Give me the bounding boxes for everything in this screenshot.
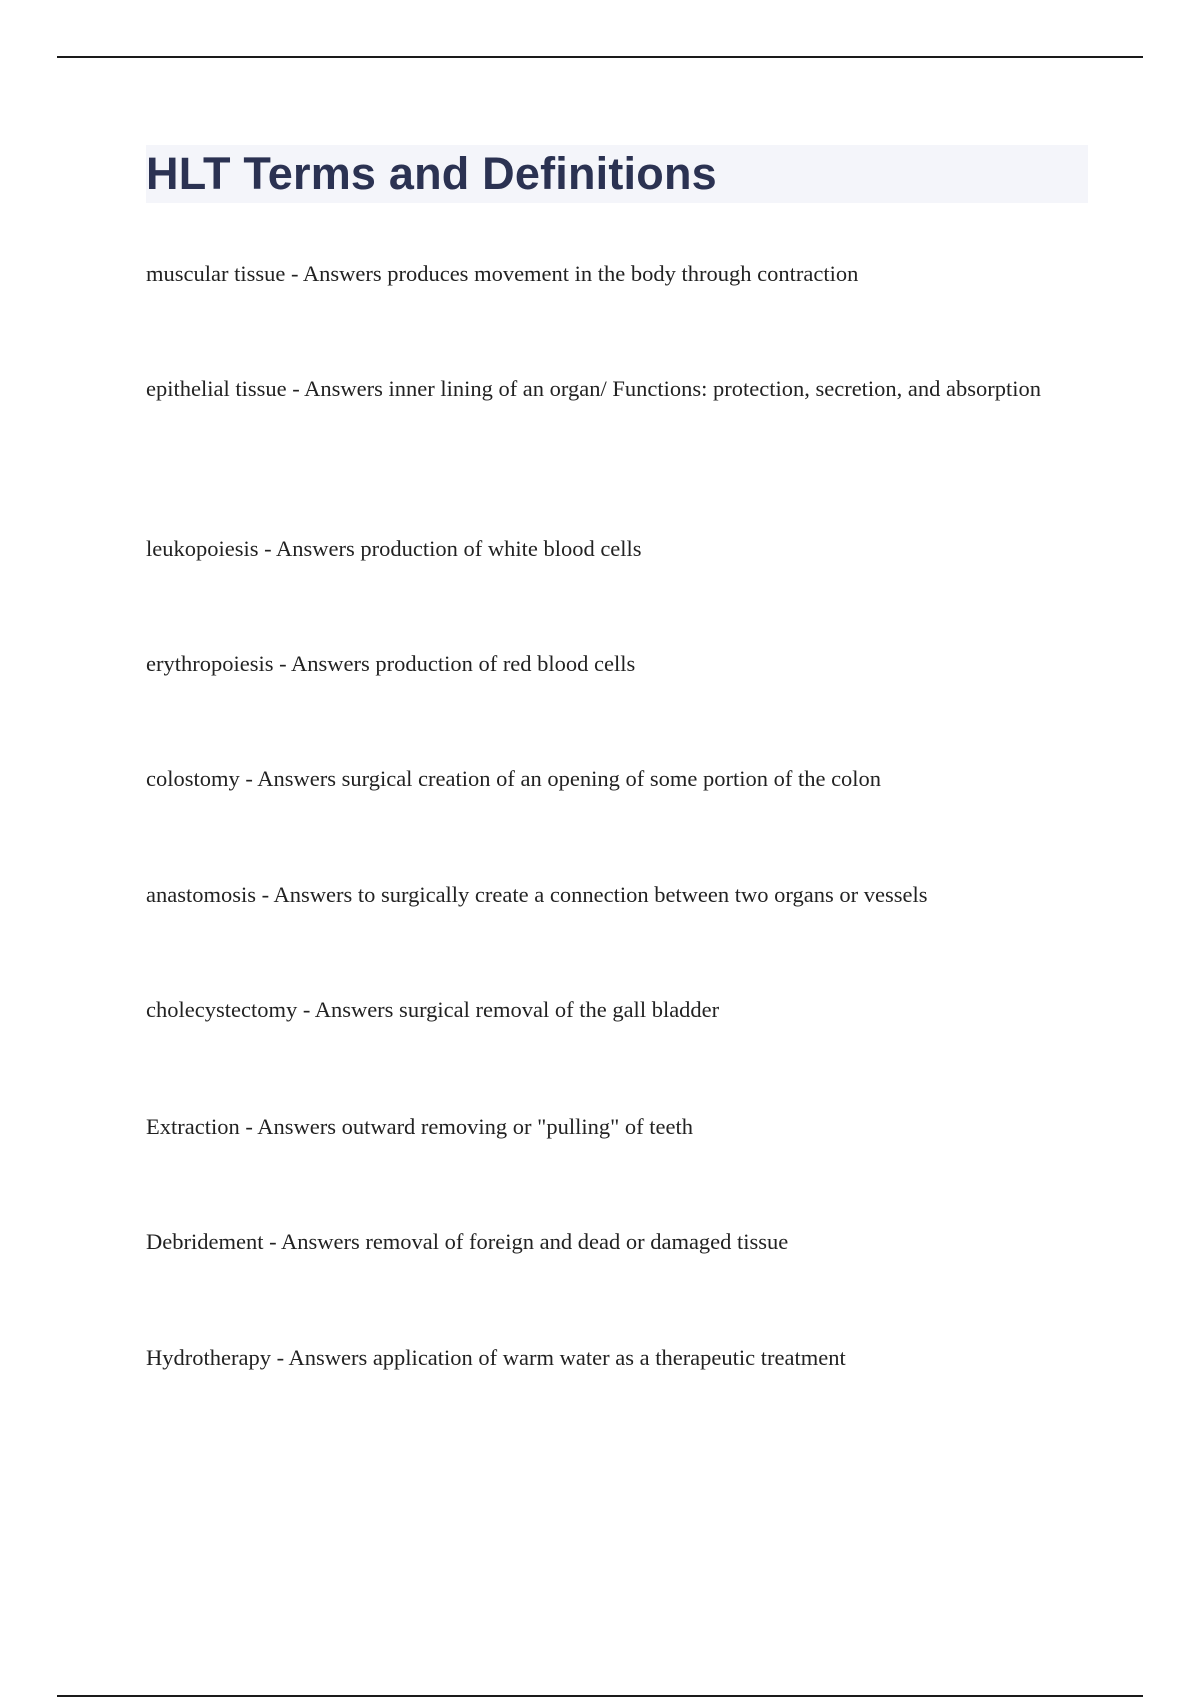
definition-entry	[146, 367, 1088, 410]
definition-entry	[146, 757, 1088, 800]
definition-entry	[146, 1105, 1088, 1148]
entry-text: cholecystectomy - Answers surgical removal of the gall bladder	[146, 997, 720, 1022]
definition-entry	[146, 1220, 1088, 1263]
entry-text: leukopoiesis - Answers production of white blood cells	[146, 536, 642, 561]
entry-text: colostomy - Answers surgical creation of an opening of some portion of the colon	[146, 766, 882, 791]
definition-entry	[146, 252, 1088, 295]
entry-text: erythropoiesis - Answers production of red blood cells	[146, 651, 636, 676]
definition-entry	[146, 873, 1088, 916]
entry-text: muscular tissue - Answers produces movement in the body through contraction	[146, 261, 859, 286]
definition-entry	[146, 642, 1088, 685]
title-banner	[146, 145, 1088, 203]
entry-text: Hydrotherapy - Answers application of warm water as a therapeutic treatment	[146, 1345, 846, 1370]
entry-text: anastomosis - Answers to surgically create a connection between two organs or vessels	[146, 882, 928, 907]
definition-entry	[146, 527, 1088, 570]
page-title: HLT Terms and Definitions	[146, 148, 717, 199]
top-rule	[57, 56, 1143, 58]
definition-entry	[146, 988, 1088, 1031]
definition-entry	[146, 1336, 1088, 1379]
entry-text: Extraction - Answers outward removing or "pulling" of teeth	[146, 1114, 693, 1139]
bottom-rule	[57, 1695, 1143, 1697]
entry-text: Debridement - Answers removal of foreign and dead or damaged tissue	[146, 1229, 789, 1254]
entry-text: epithelial tissue - Answers inner lining of an organ/ Functions: protection, secretion, and absorption	[146, 376, 1042, 401]
